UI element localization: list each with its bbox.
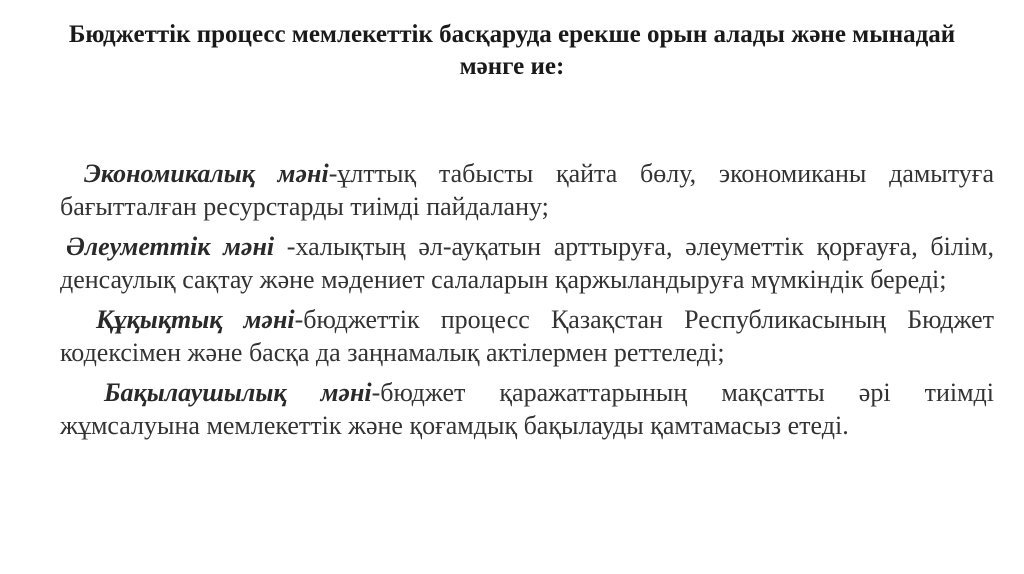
term-control: Бақылаушылық мәні <box>104 378 372 407</box>
term-economic: Экономикалық мәні <box>84 159 329 188</box>
term-social: Әлеуметтік мәні <box>66 232 275 261</box>
text-control: -бюджет қаражаттарының мақсатты әрі тиімді жұмсалуына мемлекеттік және қоғамдық бақылауды қамтамасыз етеді. <box>60 378 995 440</box>
slide-body <box>60 157 994 449</box>
paragraph-economic <box>60 157 994 223</box>
text-social: -халықтың әл-ауқатын арттыруға, әлеуметтік қорғауға, білім, денсаулық сақтау және мәдениет салаларын қаржыландыруға мүмкіндік береді; <box>60 232 994 294</box>
paragraph-social <box>60 230 994 296</box>
term-legal: Құқықтық мәні <box>96 305 295 334</box>
paragraph-control <box>60 376 994 442</box>
paragraph-legal <box>60 303 994 369</box>
slide-title: Бюджеттік процесс мемлекеттік басқаруда ерекше орын алады және мынадай мәнге ие: <box>68 21 956 80</box>
text-economic: -ұлттық табысты қайта бөлу, экономиканы дамытуға бағытталған ресурстарды тиімді пайдалану; <box>60 159 995 221</box>
text-legal: -бюджеттік процесс Қазақстан Республикасының Бюджет кодексімен және басқа да заңнамалық актілермен реттеледі; <box>60 305 994 367</box>
